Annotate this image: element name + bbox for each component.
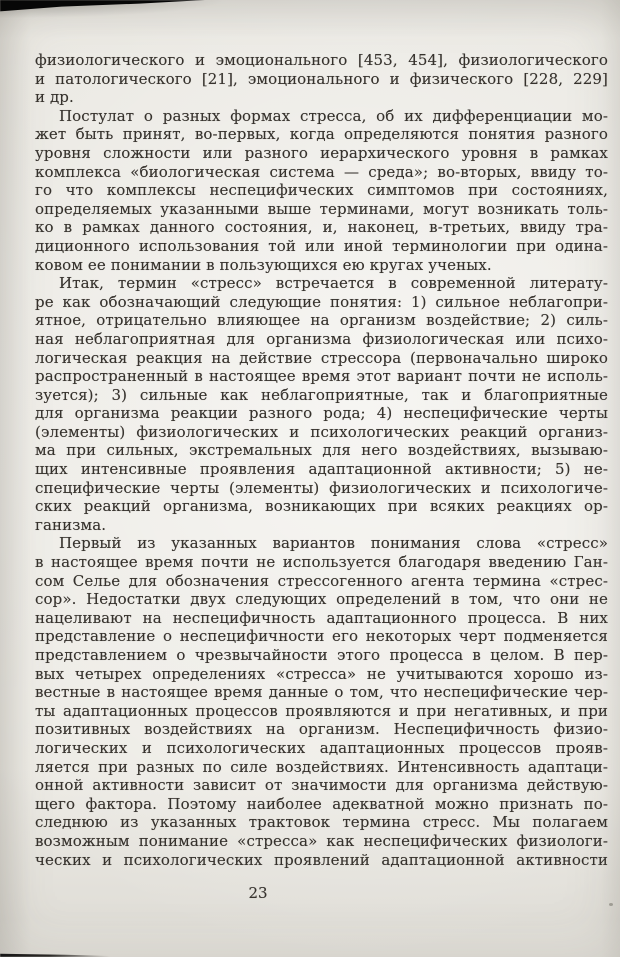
text-line: и др. (35, 88, 74, 107)
text-line: Первый из указанных вариантов понимания слова «стресс» (59, 534, 608, 553)
text-line: следнюю из указанных трактовок термина стресс. Мы полагаем (35, 813, 608, 832)
text-line: щих интенсивные проявления адаптационной активности; 5) не- (35, 460, 608, 479)
text-line: ре как обозначающий следующие понятия: 1) сильное неблагопри- (35, 292, 608, 311)
scan-speck (609, 903, 613, 906)
text-line: го что комплексы неспецифических симптомов при состояниях, (35, 181, 608, 200)
scan-artifact-top-left (0, 0, 205, 12)
text-line: щего фактора. Поэтому наиболее адекватной можно признать по- (35, 794, 608, 813)
text-line: онной активности зависит от значимости для организма действую- (35, 776, 608, 795)
text-line: уровня сложности или разного иерархического уровня в рамках (35, 143, 608, 162)
text-line: жет быть принят, во-первых, когда определяются понятия разного (35, 125, 608, 144)
text-line: ческих и психологических проявлений адаптационной активности (35, 850, 608, 869)
page-number: 23 (248, 884, 268, 902)
scan-artifact-bottom-left (0, 952, 110, 957)
text-line: представлением о чрезвычайности этого процесса в целом. В пер- (35, 646, 608, 664)
text-line: и патологического [21], эмоционального и физического [228, 229] (35, 69, 608, 88)
text-line: нацеливают на неспецифичность адаптационного процесса. В них (35, 608, 608, 627)
page-text (35, 51, 608, 869)
text-line: ганизма. (35, 515, 107, 534)
text-line: комплекса «биологическая система — среда»; во-вторых, ввиду то- (35, 162, 608, 181)
text-line: ты адаптационных процессов проявляются и при негативных, и при (35, 701, 608, 720)
text-line: представление о неспецифичности его некоторых черт подменяется (35, 627, 608, 646)
text-line: сом Селье для обозначения стрессогенного агента термина «стрес- (35, 571, 608, 590)
text-line: физиологического и эмоционального [453, 454], физиологического (35, 51, 608, 69)
text-line: вестные в настоящее время данные о том, что неспецифические чер- (35, 683, 608, 702)
text-line: ковом ее понимании в пользующихся ею кругах ученых. (35, 255, 492, 274)
text-line: зуется); 3) сильные как неблагоприятные, так и благоприятные (35, 385, 608, 404)
text-line: специфические черты (элементы) физиологических и психологиче- (35, 478, 608, 497)
text-line: логических и психологических адаптационных процессов прояв- (35, 738, 608, 757)
text-line: для организма реакции разного рода; 4) неспецифические черты (35, 404, 608, 423)
text-line: Постулат о разных формах стресса, об их дифференциации мо- (59, 106, 608, 125)
text-line: ная неблагоприятная для организма физиологическая или психо- (35, 329, 608, 348)
text-line: позитивных воздействиях на организм. Неспецифичность физио- (35, 720, 608, 739)
text-line: диционного использования той или иной терминологии при одина- (35, 236, 608, 255)
text-line: ятное, отрицательно влияющее на организм воздействие; 2) силь- (35, 311, 608, 330)
text-line: ляется при разных по силе воздействиях. Интенсивность адаптаци- (35, 757, 608, 776)
text-line: логическая реакция на действие стрессора (первоначально широко (35, 348, 608, 367)
text-line: вых четырех определениях «стресса» не учитываются хорошо из- (35, 664, 608, 683)
text-line: Итак, термин «стресс» встречается в современной литерату- (59, 274, 608, 293)
text-line: определяемых указанными выше терминами, могут возникать толь- (35, 199, 608, 218)
text-line: (элементы) физиологических и психологических реакций организ- (35, 422, 608, 441)
text-line: ма при сильных, экстремальных для него воздействиях, вызываю- (35, 441, 608, 460)
text-line: распространенный в настоящее время этот вариант почти не исполь- (35, 367, 608, 386)
text-line: в настоящее время почти не используется благодаря введению Ган- (35, 553, 608, 572)
text-line: сор». Недостатки двух следующих определений в том, что они не (35, 590, 608, 609)
text-line: ко в рамках данного состояния, и, наконец, в-третьих, ввиду тра- (35, 218, 608, 237)
text-line: ских реакций организма, возникающих при всяких реакциях ор- (35, 497, 608, 516)
text-line: возможным понимание «стресса» как неспецифических физиологи- (35, 831, 608, 850)
